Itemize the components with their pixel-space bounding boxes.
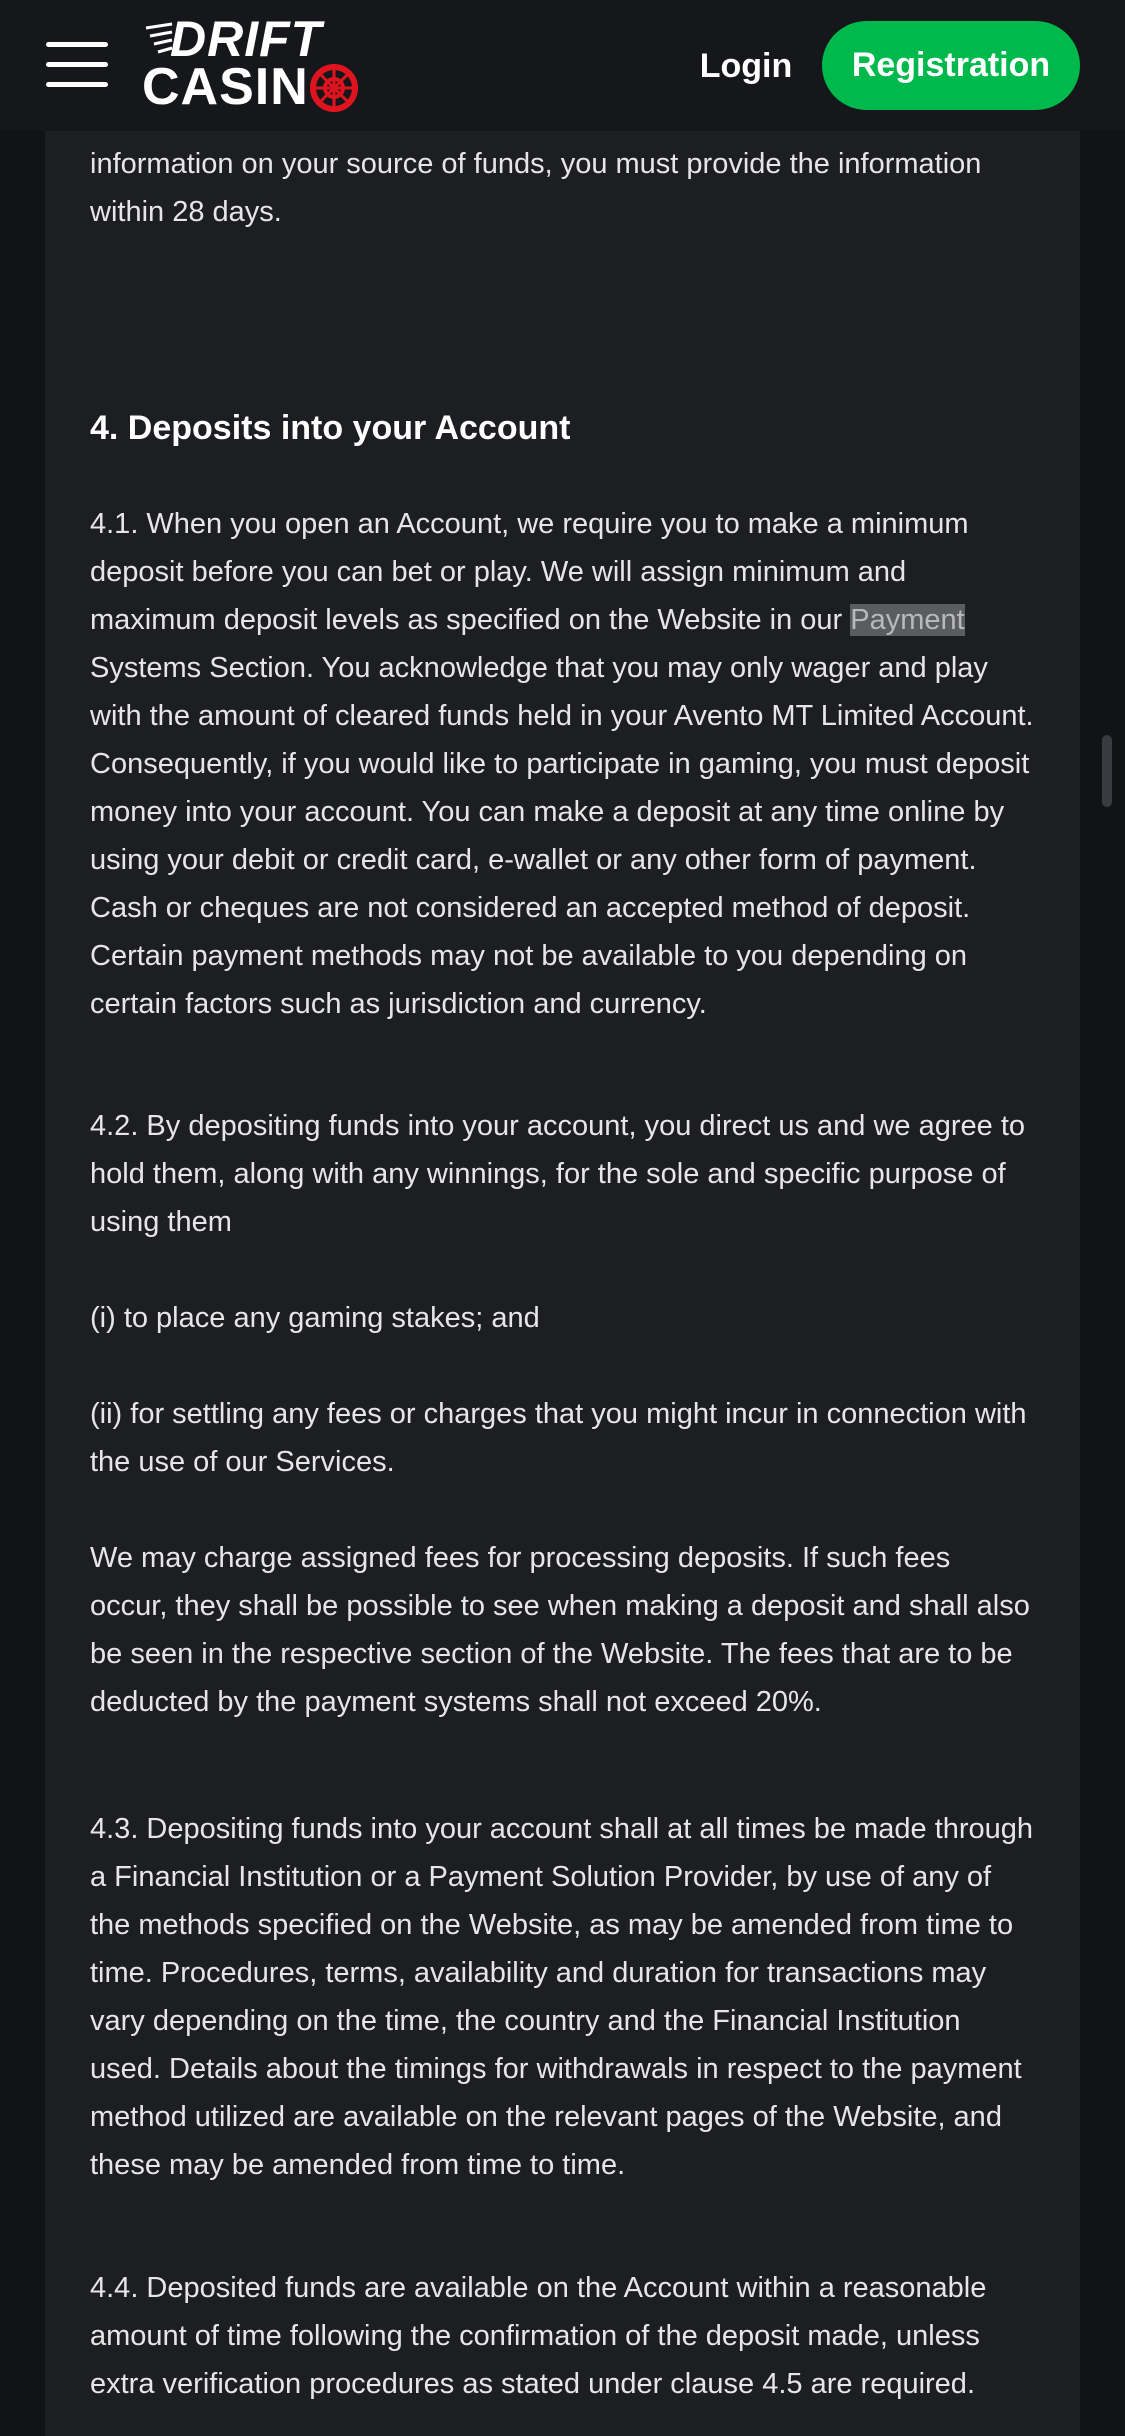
paragraph-4-1-part2: Systems Section. You acknowledge that you may only wager and play with the amount of cleared funds held in your Avento MT Limited Account. Consequently, if you would like to participate in gaming, you must deposit money into your account. You can make a deposit at any time online by using your debit or credit card, e-wallet or any other form of payment. Cash or cheques are not considered an accepted method of deposit. Certain payment methods may not be available to you depending on certain factors such as jurisdiction and currency.: [90, 652, 1034, 1020]
top-header: [0, 0, 1125, 131]
hamburger-bar: [46, 82, 108, 87]
hamburger-bar: [46, 62, 108, 67]
paragraph-4-2: 4.2. By depositing funds into your account, you direct us and we agree to hold them, along with any winnings, for the sole and specific purpose of using them: [90, 1110, 1026, 1238]
highlighted-word: Payment: [850, 604, 965, 636]
paragraph-4-3: 4.3. Depositing funds into your account shall at all times be made through a Financial Institution or a Payment Solution Provider, by use of any of the methods specified on the Website, as may be amended from time to time. Procedures, terms, availability and duration for transactions may vary depending on the time, the country and the Financial Institution used. Details about the timings for withdrawals in respect to the payment method utilized are available on the relevant pages of the Website, and these may be amended from time to time.: [90, 1813, 1034, 2181]
paragraph-4-1-part1: 4.1. When you open an Account, we require you to make a minimum deposit before you can bet or play. We will assign minimum and maximum deposit levels as specified on the Website in our: [90, 508, 969, 636]
login-button[interactable]: Login: [699, 47, 793, 85]
paragraph-4-1: [90, 500, 1035, 1028]
scrollbar-thumb[interactable]: [1102, 735, 1112, 807]
drift-casino-logo[interactable]: [140, 11, 370, 116]
roulette-wheel-icon: [308, 62, 360, 114]
hamburger-menu-icon[interactable]: [46, 40, 108, 90]
paragraph-4-2-item-ii: (ii) for settling any fees or charges that you might incur in connection with the use of our Services.: [90, 1398, 1027, 1478]
paragraph-4-4: 4.4. Deposited funds are available on the Account within a reasonable amount of time following the confirmation of the deposit made, unless extra verification procedures as stated under clause 4.5 are required.: [90, 2272, 987, 2400]
registration-button[interactable]: Registration: [822, 21, 1080, 110]
hamburger-bar: [46, 42, 108, 47]
logo-text-casino: CASIN: [142, 58, 309, 116]
logo-text-drift: DRIFT: [170, 11, 323, 67]
section-heading: 4. Deposits into your Account: [90, 409, 571, 447]
intro-paragraph: information on your source of funds, you must provide the information within 28 days.: [90, 148, 982, 228]
paragraph-4-2-item-i: (i) to place any gaming stakes; and: [90, 1302, 540, 1334]
paragraph-4-2-fees: We may charge assigned fees for processing deposits. If such fees occur, they shall be possible to see when making a deposit and shall also be seen in the respective section of the Website. The fees that are to be deducted by the payment systems shall not exceed 20%.: [90, 1542, 1030, 1718]
